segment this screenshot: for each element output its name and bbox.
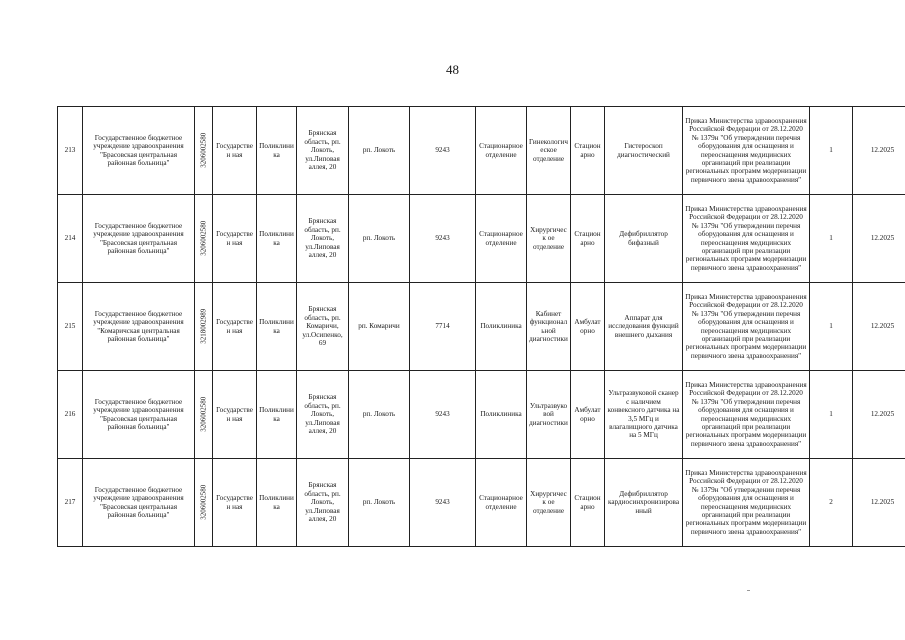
table-row [58, 283, 905, 371]
cell-care-form: Амбулат орно [571, 283, 605, 371]
cell-oktmo: 9243 [410, 459, 476, 547]
cell-ownership: Государствен ная [213, 371, 257, 459]
cell-equipment: Аппарат для исследования функций внешнего дыхания [605, 283, 683, 371]
cell-facility-type: Поликлини ка [257, 371, 297, 459]
cell-number: 215 [58, 283, 83, 371]
cell-equipment: Дефибриллятор кардиосинхронизирова нный [605, 459, 683, 547]
cell-quantity: 1 [810, 371, 853, 459]
cell-organization: Государственное бюджетное учреждение здравоохранения "Комаричская центральная районная больница" [83, 283, 195, 371]
cell-ownership: Государствен ная [213, 459, 257, 547]
cell-number: 217 [58, 459, 83, 547]
code-text: 3206002580 [199, 221, 208, 256]
cell-code [195, 371, 213, 459]
cell-department: Гинекологич еское отделение [527, 107, 571, 195]
cell-date: 12.2025 [853, 459, 905, 547]
code-text: 3218002989 [199, 309, 208, 344]
cell-care-form: Стацион арно [571, 107, 605, 195]
cell-code [195, 459, 213, 547]
cell-oktmo: 9243 [410, 371, 476, 459]
cell-number: 216 [58, 371, 83, 459]
cell-facility-type: Поликлини ка [257, 107, 297, 195]
table-row [58, 371, 905, 459]
cell-quantity: 2 [810, 459, 853, 547]
cell-locality: рп. Локоть [349, 107, 410, 195]
table-body [58, 107, 905, 547]
cell-unit: Стационарное отделение [476, 107, 527, 195]
code-text: 3206002580 [199, 133, 208, 168]
cell-care-form: Амбулат орно [571, 371, 605, 459]
cell-department: Кабинет функционал ьной диагностики [527, 283, 571, 371]
cell-oktmo: 7714 [410, 283, 476, 371]
cell-organization: Государственное бюджетное учреждение здравоохранения "Брасовская центральная районная больница" [83, 107, 195, 195]
cell-equipment: Ультразвуковой сканер с наличием конвексного датчика на 3,5 МГц и влагалищного датчика на 5 МГц [605, 371, 683, 459]
cell-date: 12.2025 [853, 371, 905, 459]
cell-facility-type: Поликлини ка [257, 283, 297, 371]
cell-quantity: 1 [810, 283, 853, 371]
cell-legal-basis: Приказ Министерства здравоохранения Российской Федерации от 28.12.2020 № 1379н "Об утверждении перечня оборудования для оснащения и переоснащения медицинских организаций при реализации региональных программ модернизации первичного звена здравоохранения" [683, 283, 810, 371]
cell-quantity: 1 [810, 195, 853, 283]
cell-quantity: 1 [810, 107, 853, 195]
cell-ownership: Государствен ная [213, 283, 257, 371]
cell-department: Хирургическ ое отделение [527, 195, 571, 283]
cell-organization: Государственное бюджетное учреждение здравоохранения "Брасовская центральная районная больница" [83, 195, 195, 283]
cell-ownership: Государствен ная [213, 195, 257, 283]
cell-unit: Стационарное отделение [476, 195, 527, 283]
cell-address: Брянская область, рп. Комаричи, ул.Осипенко, 69 [297, 283, 349, 371]
cell-locality: рп. Локоть [349, 195, 410, 283]
cell-locality: рп. Комаричи [349, 283, 410, 371]
table-row [58, 107, 905, 195]
cell-date: 12.2025 [853, 107, 905, 195]
cell-unit: Стационарное отделение [476, 459, 527, 547]
cell-address: Брянская область, рп. Локоть, ул.Липовая аллея, 20 [297, 459, 349, 547]
cell-code [195, 195, 213, 283]
cell-unit: Поликлиника [476, 371, 527, 459]
cell-number: 213 [58, 107, 83, 195]
code-text: 3206002580 [199, 397, 208, 432]
cell-code [195, 283, 213, 371]
cell-department: Хирургическ ое отделение [527, 459, 571, 547]
cell-organization: Государственное бюджетное учреждение здравоохранения "Брасовская центральная районная больница" [83, 459, 195, 547]
cell-facility-type: Поликлини ка [257, 459, 297, 547]
code-text: 3206002580 [199, 485, 208, 520]
cell-number: 214 [58, 195, 83, 283]
cell-locality: рп. Локоть [349, 459, 410, 547]
cell-equipment: Гистероскоп диагностический [605, 107, 683, 195]
cell-oktmo: 9243 [410, 107, 476, 195]
cell-legal-basis: Приказ Министерства здравоохранения Российской Федерации от 28.12.2020 № 1379н "Об утверждении перечня оборудования для оснащения и переоснащения медицинских организаций при реализации региональных программ модернизации первичного звена здравоохранения" [683, 371, 810, 459]
cell-ownership: Государствен ная [213, 107, 257, 195]
cell-address: Брянская область, рп. Локоть, ул.Липовая аллея, 20 [297, 371, 349, 459]
cell-address: Брянская область, рп. Локоть, ул.Липовая аллея, 20 [297, 195, 349, 283]
cell-oktmo: 9243 [410, 195, 476, 283]
cell-legal-basis: Приказ Министерства здравоохранения Российской Федерации от 28.12.2020 № 1379н "Об утверждении перечня оборудования для оснащения и переоснащения медицинских организаций при реализации региональных программ модернизации первичного звена здравоохранения" [683, 107, 810, 195]
table-row [58, 195, 905, 283]
cell-unit: Поликлиника [476, 283, 527, 371]
scan-mark [747, 590, 750, 591]
cell-care-form: Стацион арно [571, 459, 605, 547]
table-row [58, 459, 905, 547]
cell-address: Брянская область, рп. Локоть, ул.Липовая аллея, 20 [297, 107, 349, 195]
cell-date: 12.2025 [853, 283, 905, 371]
cell-date: 12.2025 [853, 195, 905, 283]
equipment-table [57, 106, 905, 547]
cell-department: Ультразвуко вой диагностики [527, 371, 571, 459]
cell-code [195, 107, 213, 195]
cell-legal-basis: Приказ Министерства здравоохранения Российской Федерации от 28.12.2020 № 1379н "Об утверждении перечня оборудования для оснащения и переоснащения медицинских организаций при реализации региональных программ модернизации первичного звена здравоохранения" [683, 459, 810, 547]
cell-facility-type: Поликлини ка [257, 195, 297, 283]
cell-care-form: Стацион арно [571, 195, 605, 283]
page-number: 48 [446, 62, 459, 77]
cell-organization: Государственное бюджетное учреждение здравоохранения "Брасовская центральная районная больница" [83, 371, 195, 459]
cell-locality: рп. Локоть [349, 371, 410, 459]
cell-equipment: Дефибриллятор бифазный [605, 195, 683, 283]
cell-legal-basis: Приказ Министерства здравоохранения Российской Федерации от 28.12.2020 № 1379н "Об утверждении перечня оборудования для оснащения и переоснащения медицинских организаций при реализации региональных программ модернизации первичного звена здравоохранения" [683, 195, 810, 283]
